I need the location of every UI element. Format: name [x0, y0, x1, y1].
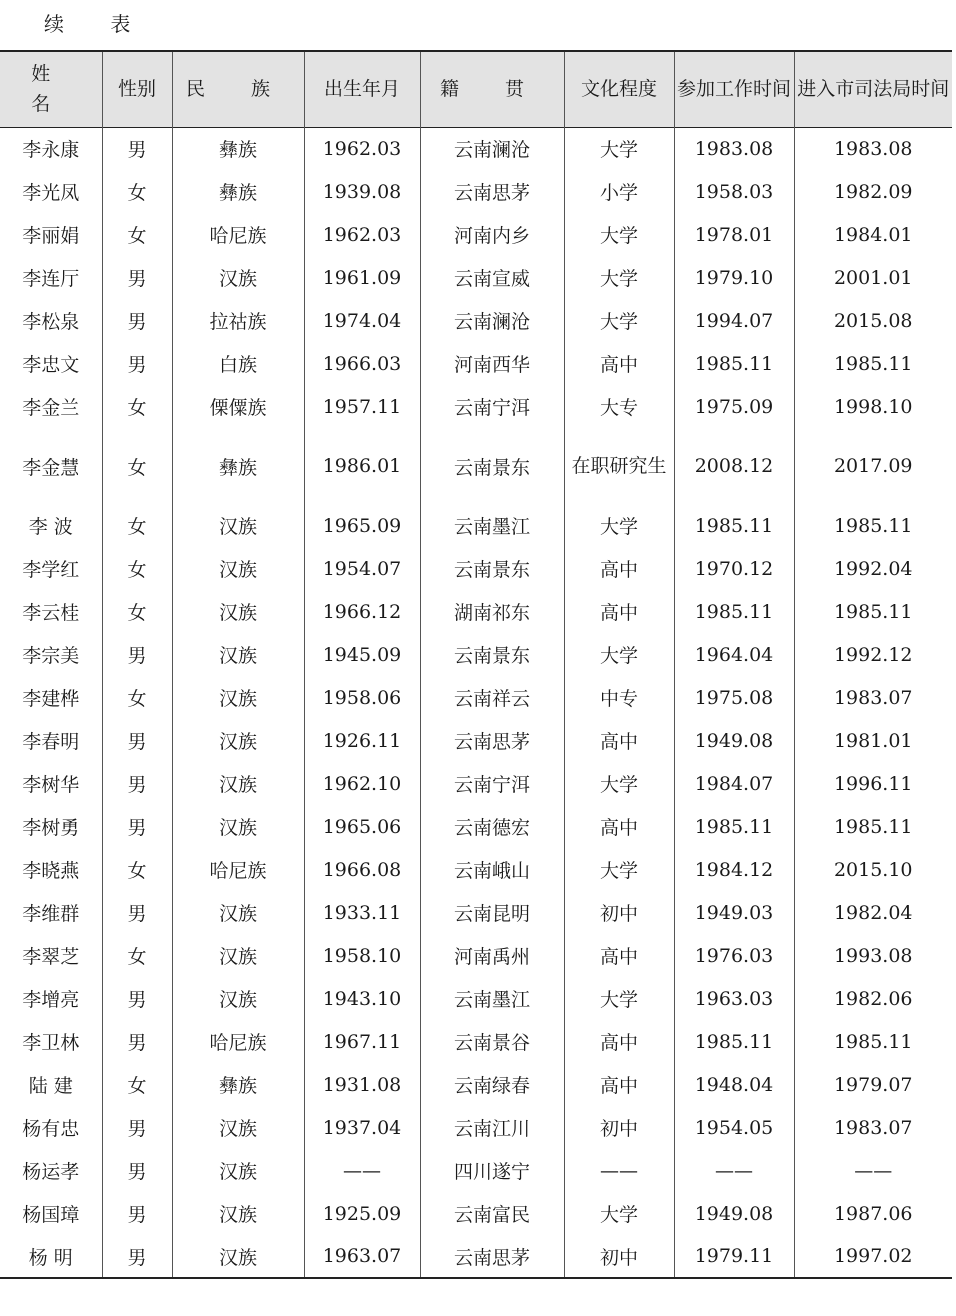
cell-work-start: —— [674, 1149, 794, 1192]
cell-work-start: 1975.09 [674, 385, 794, 428]
cell-ethnicity: 汉族 [172, 1192, 304, 1235]
cell-gender: 男 [102, 633, 172, 676]
cell-birth: 1962.10 [304, 762, 420, 805]
cell-ethnicity: 哈尼族 [172, 1020, 304, 1063]
cell-education: 高中 [564, 805, 674, 848]
cell-education: 高中 [564, 1020, 674, 1063]
cell-work-start: 1994.07 [674, 299, 794, 342]
col-header-education: 文化程度 [564, 51, 674, 127]
cell-birth: 1967.11 [304, 1020, 420, 1063]
cell-name: 李忠文 [0, 342, 102, 385]
cell-gender: 男 [102, 127, 172, 170]
cell-work-start: 1963.03 [674, 977, 794, 1020]
cell-native-place: 云南昆明 [420, 891, 564, 934]
cell-birth: 1958.06 [304, 676, 420, 719]
cell-gender: 女 [102, 428, 172, 504]
cell-education: 大学 [564, 504, 674, 547]
cell-ethnicity: 汉族 [172, 977, 304, 1020]
cell-gender: 男 [102, 256, 172, 299]
cell-birth: 1966.12 [304, 590, 420, 633]
table-row [0, 977, 952, 1020]
cell-birth: 1954.07 [304, 547, 420, 590]
cell-education: 大学 [564, 633, 674, 676]
table-caption: 续 表 [44, 12, 151, 36]
cell-ethnicity: 汉族 [172, 1106, 304, 1149]
cell-work-start: 1979.11 [674, 1235, 794, 1278]
cell-education: 高中 [564, 1063, 674, 1106]
cell-birth: 1943.10 [304, 977, 420, 1020]
cell-gender: 女 [102, 848, 172, 891]
cell-native-place: 云南思茅 [420, 719, 564, 762]
cell-name: 李春明 [0, 719, 102, 762]
cell-name: 李云桂 [0, 590, 102, 633]
cell-ethnicity: 彝族 [172, 1063, 304, 1106]
table-row [0, 762, 952, 805]
cell-native-place: 河南禹州 [420, 934, 564, 977]
table-row [0, 428, 952, 504]
cell-bureau-entry: 1979.07 [794, 1063, 952, 1106]
cell-name: 李松泉 [0, 299, 102, 342]
cell-ethnicity: 汉族 [172, 891, 304, 934]
cell-birth: 1925.09 [304, 1192, 420, 1235]
cell-work-start: 1975.08 [674, 676, 794, 719]
cell-gender: 女 [102, 934, 172, 977]
table-row [0, 633, 952, 676]
table-row [0, 805, 952, 848]
cell-gender: 男 [102, 1192, 172, 1235]
table-row [0, 1020, 952, 1063]
cell-native-place: 云南澜沧 [420, 127, 564, 170]
cell-gender: 男 [102, 891, 172, 934]
cell-work-start: 1984.07 [674, 762, 794, 805]
cell-bureau-entry: 1985.11 [794, 504, 952, 547]
cell-ethnicity: 汉族 [172, 719, 304, 762]
cell-work-start: 1979.10 [674, 256, 794, 299]
cell-gender: 女 [102, 213, 172, 256]
cell-bureau-entry: 1996.11 [794, 762, 952, 805]
cell-name: 李宗美 [0, 633, 102, 676]
cell-education: 大学 [564, 299, 674, 342]
table-row [0, 676, 952, 719]
cell-birth: 1965.06 [304, 805, 420, 848]
cell-education: 大学 [564, 213, 674, 256]
col-header-native-place: 籍 贯 [420, 51, 564, 127]
cell-bureau-entry: —— [794, 1149, 952, 1192]
cell-bureau-entry: 1987.06 [794, 1192, 952, 1235]
cell-ethnicity: 汉族 [172, 1235, 304, 1278]
cell-name: 杨国璋 [0, 1192, 102, 1235]
cell-bureau-entry: 2015.08 [794, 299, 952, 342]
cell-gender: 女 [102, 590, 172, 633]
cell-birth: 1958.10 [304, 934, 420, 977]
cell-work-start: 1970.12 [674, 547, 794, 590]
cell-name: 李树勇 [0, 805, 102, 848]
cell-native-place: 云南宁洱 [420, 762, 564, 805]
table-row [0, 504, 952, 547]
table-row [0, 848, 952, 891]
cell-gender: 男 [102, 1149, 172, 1192]
cell-ethnicity: 白族 [172, 342, 304, 385]
cell-work-start: 1976.03 [674, 934, 794, 977]
cell-ethnicity: 哈尼族 [172, 848, 304, 891]
cell-bureau-entry: 1983.08 [794, 127, 952, 170]
cell-ethnicity: 汉族 [172, 934, 304, 977]
cell-ethnicity: 哈尼族 [172, 213, 304, 256]
cell-gender: 女 [102, 504, 172, 547]
cell-work-start: 1984.12 [674, 848, 794, 891]
cell-name: 李树华 [0, 762, 102, 805]
cell-ethnicity: 汉族 [172, 805, 304, 848]
cell-native-place: 云南宁洱 [420, 385, 564, 428]
cell-education: 大学 [564, 1192, 674, 1235]
table-row [0, 342, 952, 385]
table-row [0, 1235, 952, 1278]
cell-name: 李光凤 [0, 170, 102, 213]
cell-birth: 1962.03 [304, 213, 420, 256]
table-row [0, 299, 952, 342]
cell-name: 李翠芝 [0, 934, 102, 977]
cell-bureau-entry: 1985.11 [794, 342, 952, 385]
cell-name: 李 波 [0, 504, 102, 547]
cell-gender: 女 [102, 547, 172, 590]
cell-education: 初中 [564, 1235, 674, 1278]
cell-bureau-entry: 1992.04 [794, 547, 952, 590]
cell-name: 李卫林 [0, 1020, 102, 1063]
cell-ethnicity: 汉族 [172, 676, 304, 719]
cell-bureau-entry: 2015.10 [794, 848, 952, 891]
cell-work-start: 2008.12 [674, 428, 794, 504]
cell-name: 李维群 [0, 891, 102, 934]
cell-bureau-entry: 2001.01 [794, 256, 952, 299]
cell-native-place: 四川遂宁 [420, 1149, 564, 1192]
table-row [0, 385, 952, 428]
cell-birth: —— [304, 1149, 420, 1192]
cell-work-start: 1985.11 [674, 805, 794, 848]
cell-birth: 1933.11 [304, 891, 420, 934]
cell-ethnicity: 拉祜族 [172, 299, 304, 342]
cell-education: 小学 [564, 170, 674, 213]
cell-education: 初中 [564, 1106, 674, 1149]
table-row [0, 256, 952, 299]
cell-native-place: 云南宣威 [420, 256, 564, 299]
cell-birth: 1962.03 [304, 127, 420, 170]
cell-bureau-entry: 2017.09 [794, 428, 952, 504]
cell-education: 在职研究生 [564, 428, 674, 504]
cell-gender: 男 [102, 299, 172, 342]
cell-birth: 1926.11 [304, 719, 420, 762]
col-header-ethnicity: 民 族 [172, 51, 304, 127]
cell-birth: 1966.03 [304, 342, 420, 385]
cell-ethnicity: 彝族 [172, 170, 304, 213]
cell-native-place: 云南思茅 [420, 170, 564, 213]
cell-birth: 1939.08 [304, 170, 420, 213]
table-row [0, 1106, 952, 1149]
cell-work-start: 1964.04 [674, 633, 794, 676]
cell-name: 李丽娟 [0, 213, 102, 256]
cell-native-place: 云南墨江 [420, 504, 564, 547]
cell-work-start: 1985.11 [674, 504, 794, 547]
cell-birth: 1974.04 [304, 299, 420, 342]
cell-name: 杨 明 [0, 1235, 102, 1278]
col-header-bureau-entry: 进入市司法局时间 [794, 51, 952, 127]
cell-bureau-entry: 1984.01 [794, 213, 952, 256]
cell-bureau-entry: 1997.02 [794, 1235, 952, 1278]
cell-birth: 1961.09 [304, 256, 420, 299]
cell-gender: 男 [102, 762, 172, 805]
cell-native-place: 云南江川 [420, 1106, 564, 1149]
cell-gender: 男 [102, 1020, 172, 1063]
cell-work-start: 1985.11 [674, 590, 794, 633]
cell-work-start: 1983.08 [674, 127, 794, 170]
cell-education: 大学 [564, 977, 674, 1020]
table-row [0, 719, 952, 762]
cell-gender: 女 [102, 1063, 172, 1106]
cell-bureau-entry: 1993.08 [794, 934, 952, 977]
cell-birth: 1957.11 [304, 385, 420, 428]
cell-education: 高中 [564, 934, 674, 977]
cell-work-start: 1949.08 [674, 719, 794, 762]
cell-native-place: 云南景东 [420, 633, 564, 676]
cell-birth: 1986.01 [304, 428, 420, 504]
col-header-birth: 出生年月 [304, 51, 420, 127]
cell-bureau-entry: 1983.07 [794, 1106, 952, 1149]
cell-name: 李学红 [0, 547, 102, 590]
cell-work-start: 1949.03 [674, 891, 794, 934]
cell-name: 李晓燕 [0, 848, 102, 891]
cell-native-place: 云南澜沧 [420, 299, 564, 342]
cell-gender: 男 [102, 719, 172, 762]
cell-name: 李建桦 [0, 676, 102, 719]
cell-ethnicity: 汉族 [172, 504, 304, 547]
cell-native-place: 云南景东 [420, 428, 564, 504]
cell-bureau-entry: 1982.06 [794, 977, 952, 1020]
cell-ethnicity: 汉族 [172, 1149, 304, 1192]
cell-name: 李金慧 [0, 428, 102, 504]
cell-education: 大学 [564, 256, 674, 299]
cell-ethnicity: 彝族 [172, 428, 304, 504]
cell-name: 李连厅 [0, 256, 102, 299]
cell-work-start: 1949.08 [674, 1192, 794, 1235]
cell-name: 杨有忠 [0, 1106, 102, 1149]
cell-native-place: 云南思茅 [420, 1235, 564, 1278]
cell-birth: 1966.08 [304, 848, 420, 891]
cell-work-start: 1948.04 [674, 1063, 794, 1106]
cell-education: 高中 [564, 590, 674, 633]
cell-gender: 男 [102, 1106, 172, 1149]
col-header-gender: 性别 [102, 51, 172, 127]
col-header-work-start: 参加工作时间 [674, 51, 794, 127]
table-row [0, 1149, 952, 1192]
cell-work-start: 1954.05 [674, 1106, 794, 1149]
cell-gender: 男 [102, 1235, 172, 1278]
cell-bureau-entry: 1983.07 [794, 676, 952, 719]
cell-bureau-entry: 1982.09 [794, 170, 952, 213]
cell-ethnicity: 汉族 [172, 633, 304, 676]
cell-native-place: 湖南祁东 [420, 590, 564, 633]
cell-name: 杨运孝 [0, 1149, 102, 1192]
cell-ethnicity: 彝族 [172, 127, 304, 170]
table-body [0, 127, 952, 1278]
table-row [0, 590, 952, 633]
cell-work-start: 1978.01 [674, 213, 794, 256]
cell-education: 大学 [564, 848, 674, 891]
cell-native-place: 云南富民 [420, 1192, 564, 1235]
cell-bureau-entry: 1985.11 [794, 805, 952, 848]
cell-education: 高中 [564, 342, 674, 385]
cell-bureau-entry: 1985.11 [794, 1020, 952, 1063]
cell-native-place: 河南西华 [420, 342, 564, 385]
cell-name: 李增亮 [0, 977, 102, 1020]
cell-name: 李永康 [0, 127, 102, 170]
cell-education: 高中 [564, 547, 674, 590]
header-row [0, 51, 952, 127]
cell-education: —— [564, 1149, 674, 1192]
cell-native-place: 云南祥云 [420, 676, 564, 719]
cell-birth: 1965.09 [304, 504, 420, 547]
cell-birth: 1963.07 [304, 1235, 420, 1278]
cell-name: 李金兰 [0, 385, 102, 428]
cell-native-place: 云南景谷 [420, 1020, 564, 1063]
cell-native-place: 云南峨山 [420, 848, 564, 891]
col-header-name: 姓 名 [0, 51, 102, 127]
cell-work-start: 1985.11 [674, 342, 794, 385]
cell-education: 大学 [564, 762, 674, 805]
cell-ethnicity: 汉族 [172, 547, 304, 590]
cell-bureau-entry: 1985.11 [794, 590, 952, 633]
cell-native-place: 云南德宏 [420, 805, 564, 848]
cell-work-start: 1958.03 [674, 170, 794, 213]
cell-ethnicity: 汉族 [172, 590, 304, 633]
cell-gender: 男 [102, 342, 172, 385]
cell-gender: 男 [102, 977, 172, 1020]
cell-education: 中专 [564, 676, 674, 719]
cell-name: 陆 建 [0, 1063, 102, 1106]
table-row [0, 547, 952, 590]
cell-birth: 1945.09 [304, 633, 420, 676]
cell-ethnicity: 汉族 [172, 762, 304, 805]
cell-ethnicity: 汉族 [172, 256, 304, 299]
cell-birth: 1931.08 [304, 1063, 420, 1106]
table-row [0, 891, 952, 934]
table-row [0, 170, 952, 213]
cell-bureau-entry: 1992.12 [794, 633, 952, 676]
staff-table [0, 50, 952, 1279]
table-row [0, 1063, 952, 1106]
cell-education: 初中 [564, 891, 674, 934]
cell-bureau-entry: 1982.04 [794, 891, 952, 934]
cell-gender: 女 [102, 676, 172, 719]
cell-gender: 女 [102, 170, 172, 213]
table-row [0, 213, 952, 256]
cell-birth: 1937.04 [304, 1106, 420, 1149]
table-row [0, 1192, 952, 1235]
cell-ethnicity: 傈僳族 [172, 385, 304, 428]
cell-gender: 男 [102, 805, 172, 848]
cell-native-place: 河南内乡 [420, 213, 564, 256]
cell-native-place: 云南景东 [420, 547, 564, 590]
cell-education: 高中 [564, 719, 674, 762]
table-row [0, 934, 952, 977]
cell-education: 大专 [564, 385, 674, 428]
cell-native-place: 云南绿春 [420, 1063, 564, 1106]
cell-bureau-entry: 1981.01 [794, 719, 952, 762]
table-row [0, 127, 952, 170]
cell-education: 大学 [564, 127, 674, 170]
cell-bureau-entry: 1998.10 [794, 385, 952, 428]
cell-work-start: 1985.11 [674, 1020, 794, 1063]
cell-gender: 女 [102, 385, 172, 428]
cell-native-place: 云南墨江 [420, 977, 564, 1020]
